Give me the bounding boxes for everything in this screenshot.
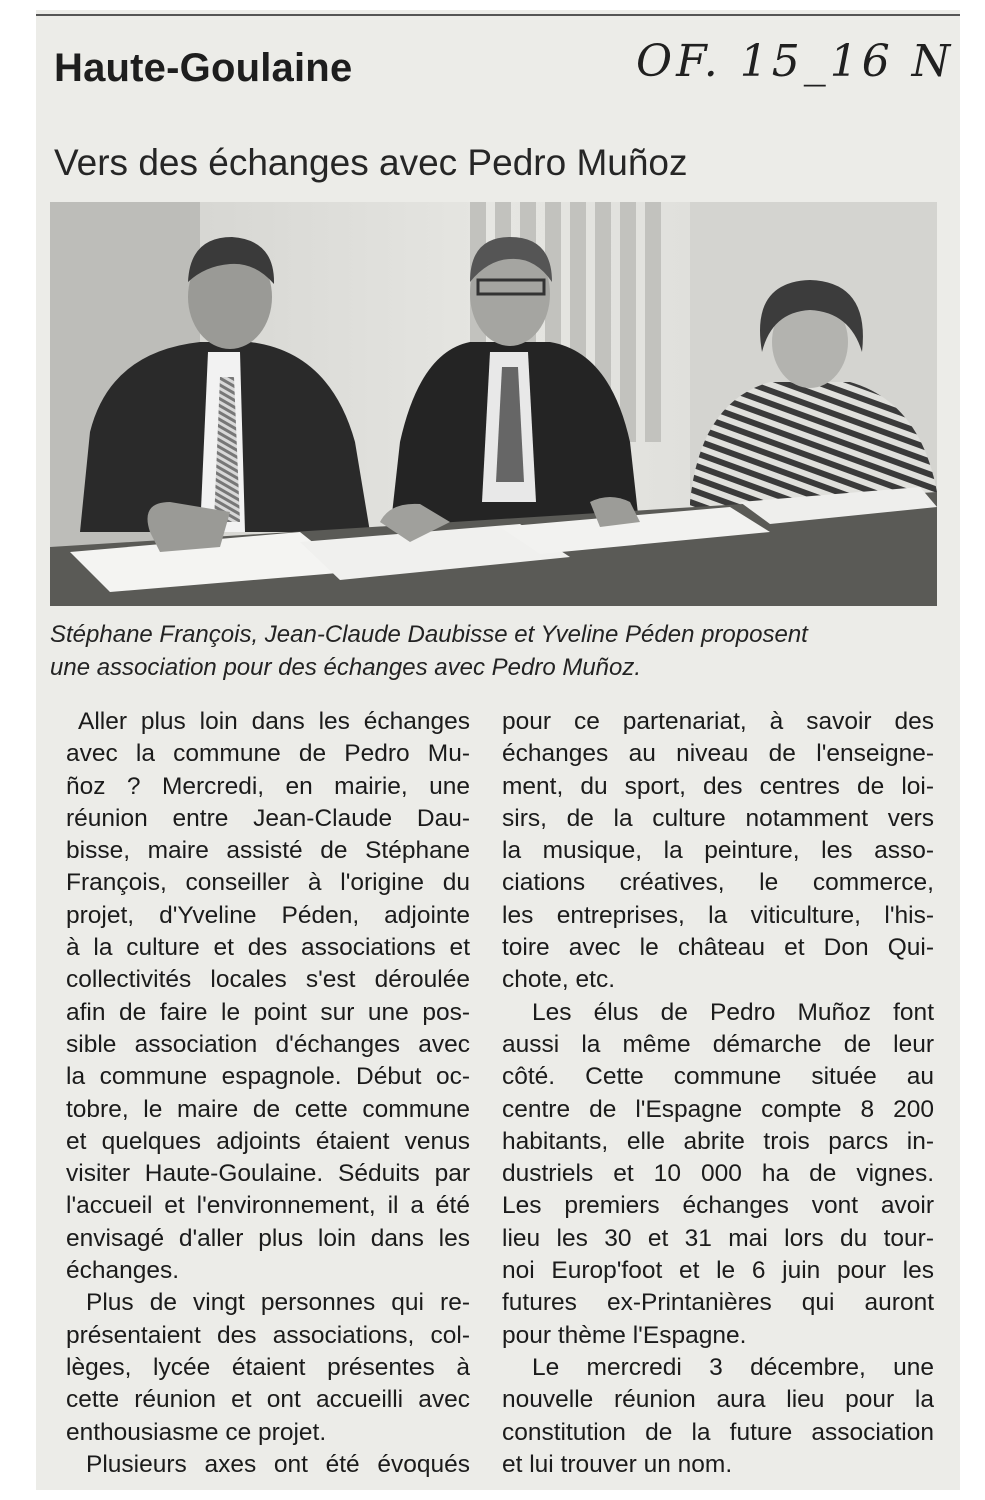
- body-line: échanges.: [66, 1257, 180, 1285]
- body-line: dustriels et 10 000 ha de vignes.: [502, 1160, 934, 1188]
- body-line: futures ex-Printanières qui auront: [502, 1289, 934, 1317]
- body-line: tobre, le maire de cette commune: [66, 1095, 470, 1123]
- article-photo: [50, 202, 937, 606]
- body-line: pour thème l'Espagne.: [502, 1321, 747, 1349]
- body-line: à la culture et des associations et: [66, 934, 470, 962]
- body-line: Le mercredi 3 décembre, une: [532, 1353, 934, 1381]
- body-line: centre de l'Espagne compte 8 200: [502, 1095, 934, 1123]
- body-line: chote, etc.: [502, 966, 616, 994]
- body-line: lèges, lycée étaient présentes à: [66, 1353, 470, 1381]
- body-line: visiter Haute-Goulaine. Séduits par: [66, 1160, 470, 1188]
- body-line: noi Europ'foot et le 6 juin pour les: [502, 1257, 934, 1285]
- body-line: l'accueil et l'environnement, il a été: [66, 1192, 470, 1220]
- body-line: Les élus de Pedro Muñoz font: [532, 998, 934, 1026]
- headline: Vers des échanges avec Pedro Muñoz: [54, 142, 688, 183]
- body-line: ment, du sport, des centres de loi-: [502, 772, 934, 800]
- body-line: envisagé d'aller plus loin dans les: [66, 1224, 470, 1252]
- body-line: ñoz ? Mercredi, en mairie, une: [66, 772, 470, 800]
- divider: [36, 14, 960, 16]
- body-line: Plus de vingt personnes qui re-: [86, 1289, 470, 1317]
- body-line: collectivités locales s'est déroulée: [66, 966, 470, 994]
- body-line: sible association d'échanges avec: [66, 1030, 470, 1058]
- newspaper-clipping: [36, 10, 960, 1490]
- body-line: constitution de la future association: [502, 1418, 934, 1446]
- body-line: Plusieurs axes ont été évoqués: [86, 1450, 470, 1478]
- body-line: toire avec le château et Don Qui-: [502, 934, 934, 962]
- body-line: afin de faire le point sur une pos-: [66, 998, 470, 1026]
- body-line: pour ce partenariat, à savoir des: [502, 708, 934, 735]
- body-line: réunion entre Jean-Claude Dau-: [66, 804, 470, 832]
- body-line: cette réunion et ont accueilli avec: [66, 1386, 470, 1414]
- body-line: Les premiers échanges vont avoir: [502, 1192, 934, 1220]
- body-line: présentaient des associations, col-: [66, 1321, 470, 1349]
- body-line: projet, d'Yveline Péden, adjointe: [66, 901, 470, 929]
- caption-line: Stéphane François, Jean-Claude Daubisse et Yveline Péden proposent: [50, 621, 808, 648]
- body-line: côté. Cette commune située au: [502, 1063, 934, 1091]
- body-line: nouvelle réunion aura lieu pour la: [502, 1386, 934, 1414]
- section-title: Haute-Goulaine: [54, 46, 353, 90]
- body-line: échanges au niveau de l'enseigne-: [502, 740, 934, 768]
- body-line: lieu les 30 et 31 mai lors du tour-: [502, 1224, 934, 1252]
- photo-illustration: [50, 202, 937, 606]
- body-line: les entreprises, la viticulture, l'his-: [502, 901, 934, 929]
- body-column-right: [502, 706, 934, 1481]
- body-line: et quelques adjoints étaient venus: [66, 1127, 470, 1155]
- body-line: bisse, maire assisté de Stéphane: [66, 837, 470, 865]
- body-line: la commune espagnole. Début oc-: [66, 1063, 470, 1091]
- body-line: sirs, de la culture notamment vers: [502, 804, 934, 832]
- handwritten-note: OF. 15_16 N: [636, 36, 955, 87]
- body-line: François, conseiller à l'origine du: [66, 869, 470, 897]
- body-line: habitants, elle abrite trois parcs in-: [502, 1127, 934, 1155]
- body-line: enthousiasme ce projet.: [66, 1418, 327, 1446]
- body-line: Aller plus loin dans les échanges: [78, 708, 470, 735]
- body-line: ciations créatives, le commerce,: [502, 869, 934, 897]
- body-line: aussi la même démarche de leur: [502, 1030, 934, 1058]
- body-line: avec la commune de Pedro Mu-: [66, 740, 470, 768]
- photo-caption: [50, 618, 950, 684]
- body-line: la musique, la peinture, les asso-: [502, 837, 934, 865]
- body-column-left: [66, 706, 470, 1481]
- caption-line: une association pour des échanges avec Pedro Muñoz.: [50, 654, 642, 681]
- body-line: et lui trouver un nom.: [502, 1450, 733, 1478]
